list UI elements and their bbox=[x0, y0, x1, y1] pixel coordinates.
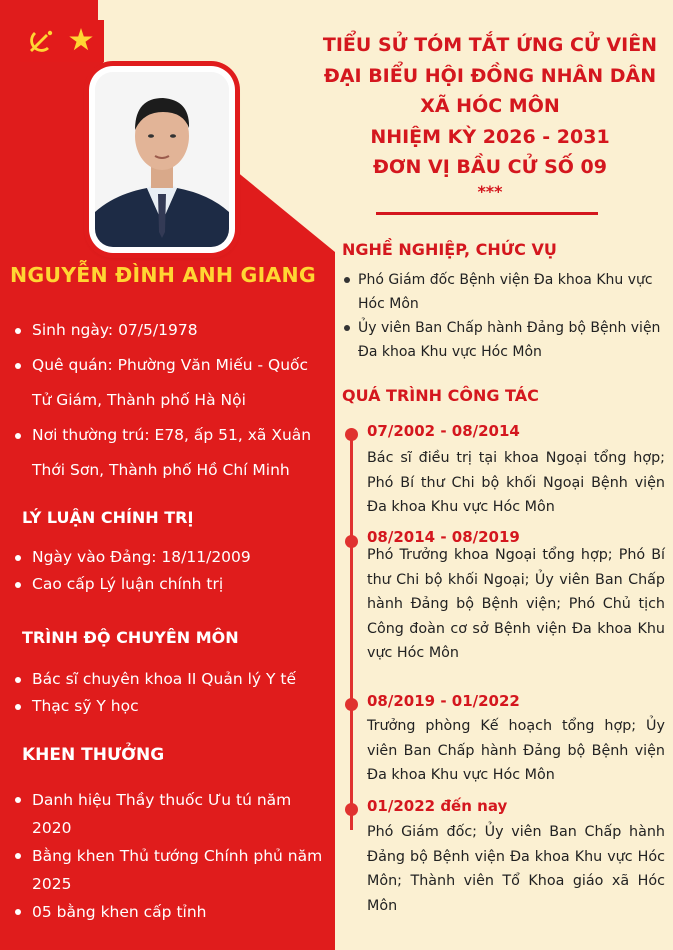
timeline-dot bbox=[345, 535, 358, 548]
career-period: 08/2014 - 08/2019 bbox=[367, 528, 520, 546]
birth-item: Sinh ngày: 07/5/1978 bbox=[12, 313, 330, 348]
personal-info bbox=[12, 313, 330, 488]
portrait-icon bbox=[95, 72, 229, 247]
header-line-4: NHIỆM KỲ 2026 - 2031 bbox=[370, 125, 610, 148]
timeline-dot bbox=[345, 698, 358, 711]
header-line-1: TIỂU SỬ TÓM TẮT ỨNG CỬ VIÊN bbox=[322, 34, 658, 56]
awards-title: KHEN THƯỞNG bbox=[22, 745, 165, 765]
career-description: Phó Trưởng khoa Ngoại tổng hợp; Phó Bí thư Chi bộ khối Ngoại; Ủy viên Ban Chấp hành Đảng bộ Bệnh viện; Phó Chủ tịch Công đoàn cơ sở Bệnh viện Đa khoa Khu vực Hóc Môn bbox=[367, 547, 665, 662]
list-item: Cao cấp Lý luận chính trị bbox=[12, 571, 322, 598]
header-line-2: ĐẠI BIỂU HỘI ĐỒNG NHÂN DÂN bbox=[323, 64, 657, 87]
residence-item: Nơi thường trú: E78, ấp 51, xã Xuân Thới Sơn, Thành phố Hồ Chí Minh bbox=[12, 418, 330, 488]
candidate-name: NGUYỄN ĐÌNH ANH GIANG bbox=[10, 263, 316, 287]
politics-list bbox=[12, 544, 322, 598]
timeline-dot bbox=[345, 803, 358, 816]
list-item: Thạc sỹ Y học bbox=[12, 693, 332, 720]
career-period: 07/2002 - 08/2014 bbox=[367, 422, 520, 440]
awards-list bbox=[12, 786, 324, 926]
list-item: Ngày vào Đảng: 18/11/2009 bbox=[12, 544, 322, 571]
candidate-photo-frame bbox=[89, 66, 235, 253]
list-item: Danh hiệu Thầy thuốc Ưu tú năm 2020 bbox=[12, 786, 324, 842]
timeline-line bbox=[350, 433, 353, 830]
timeline-dot bbox=[345, 428, 358, 441]
list-item: Bác sĩ chuyên khoa II Quản lý Y tế bbox=[12, 666, 332, 693]
occupation-list bbox=[342, 268, 667, 364]
expertise-title: TRÌNH ĐỘ CHUYÊN MÔN bbox=[22, 628, 239, 647]
politics-title: LÝ LUẬN CHÍNH TRỊ bbox=[22, 508, 194, 527]
career-description: Trưởng phòng Kế hoạch tổng hợp; Ủy viên Ban Chấp hành Đảng bộ Bệnh viện Đa khoa Khu vực Hóc Môn bbox=[367, 718, 665, 784]
list-item: 05 bằng khen cấp tỉnh bbox=[12, 898, 324, 926]
career-title: QUÁ TRÌNH CÔNG TÁC bbox=[342, 386, 539, 405]
career-description: Bác sĩ điều trị tại khoa Ngoại tổng hợp; Phó Bí thư Chi bộ khối Ngoại Bệnh viện Đa khoa Khu vực Hóc Môn bbox=[367, 450, 665, 516]
career-description: Phó Giám đốc; Ủy viên Ban Chấp hành Đảng bộ Bệnh viện Đa khoa Khu vực Hóc Môn; Thành viên Tổ Khoa giáo xã Hóc Môn bbox=[367, 824, 665, 914]
list-item: Ủy viên Ban Chấp hành Đảng bộ Bệnh viện Đa khoa Khu vực Hóc Môn bbox=[342, 316, 667, 364]
header-divider bbox=[376, 212, 598, 215]
career-period: 08/2019 - 01/2022 bbox=[367, 692, 520, 710]
header-line-5: ĐƠN VỊ BẦU CỬ SỐ 09 bbox=[373, 156, 607, 178]
list-item: Phó Giám đốc Bệnh viện Đa khoa Khu vực Hóc Môn bbox=[342, 268, 667, 316]
header-stars: *** bbox=[477, 181, 503, 201]
list-item: Bằng khen Thủ tướng Chính phủ năm 2025 bbox=[12, 842, 324, 898]
hometown-item: Quê quán: Phường Văn Miếu - Quốc Tử Giám, Thành phố Hà Nội bbox=[12, 348, 330, 418]
party-flag-icon bbox=[20, 20, 104, 62]
candidate-photo bbox=[95, 72, 229, 247]
expertise-list bbox=[12, 666, 332, 720]
document-header bbox=[310, 30, 670, 201]
header-line-3: XÃ HÓC MÔN bbox=[420, 95, 560, 117]
occupation-title: NGHỀ NGHIỆP, CHỨC VỤ bbox=[342, 240, 557, 259]
career-period: 01/2022 đến nay bbox=[367, 797, 508, 815]
